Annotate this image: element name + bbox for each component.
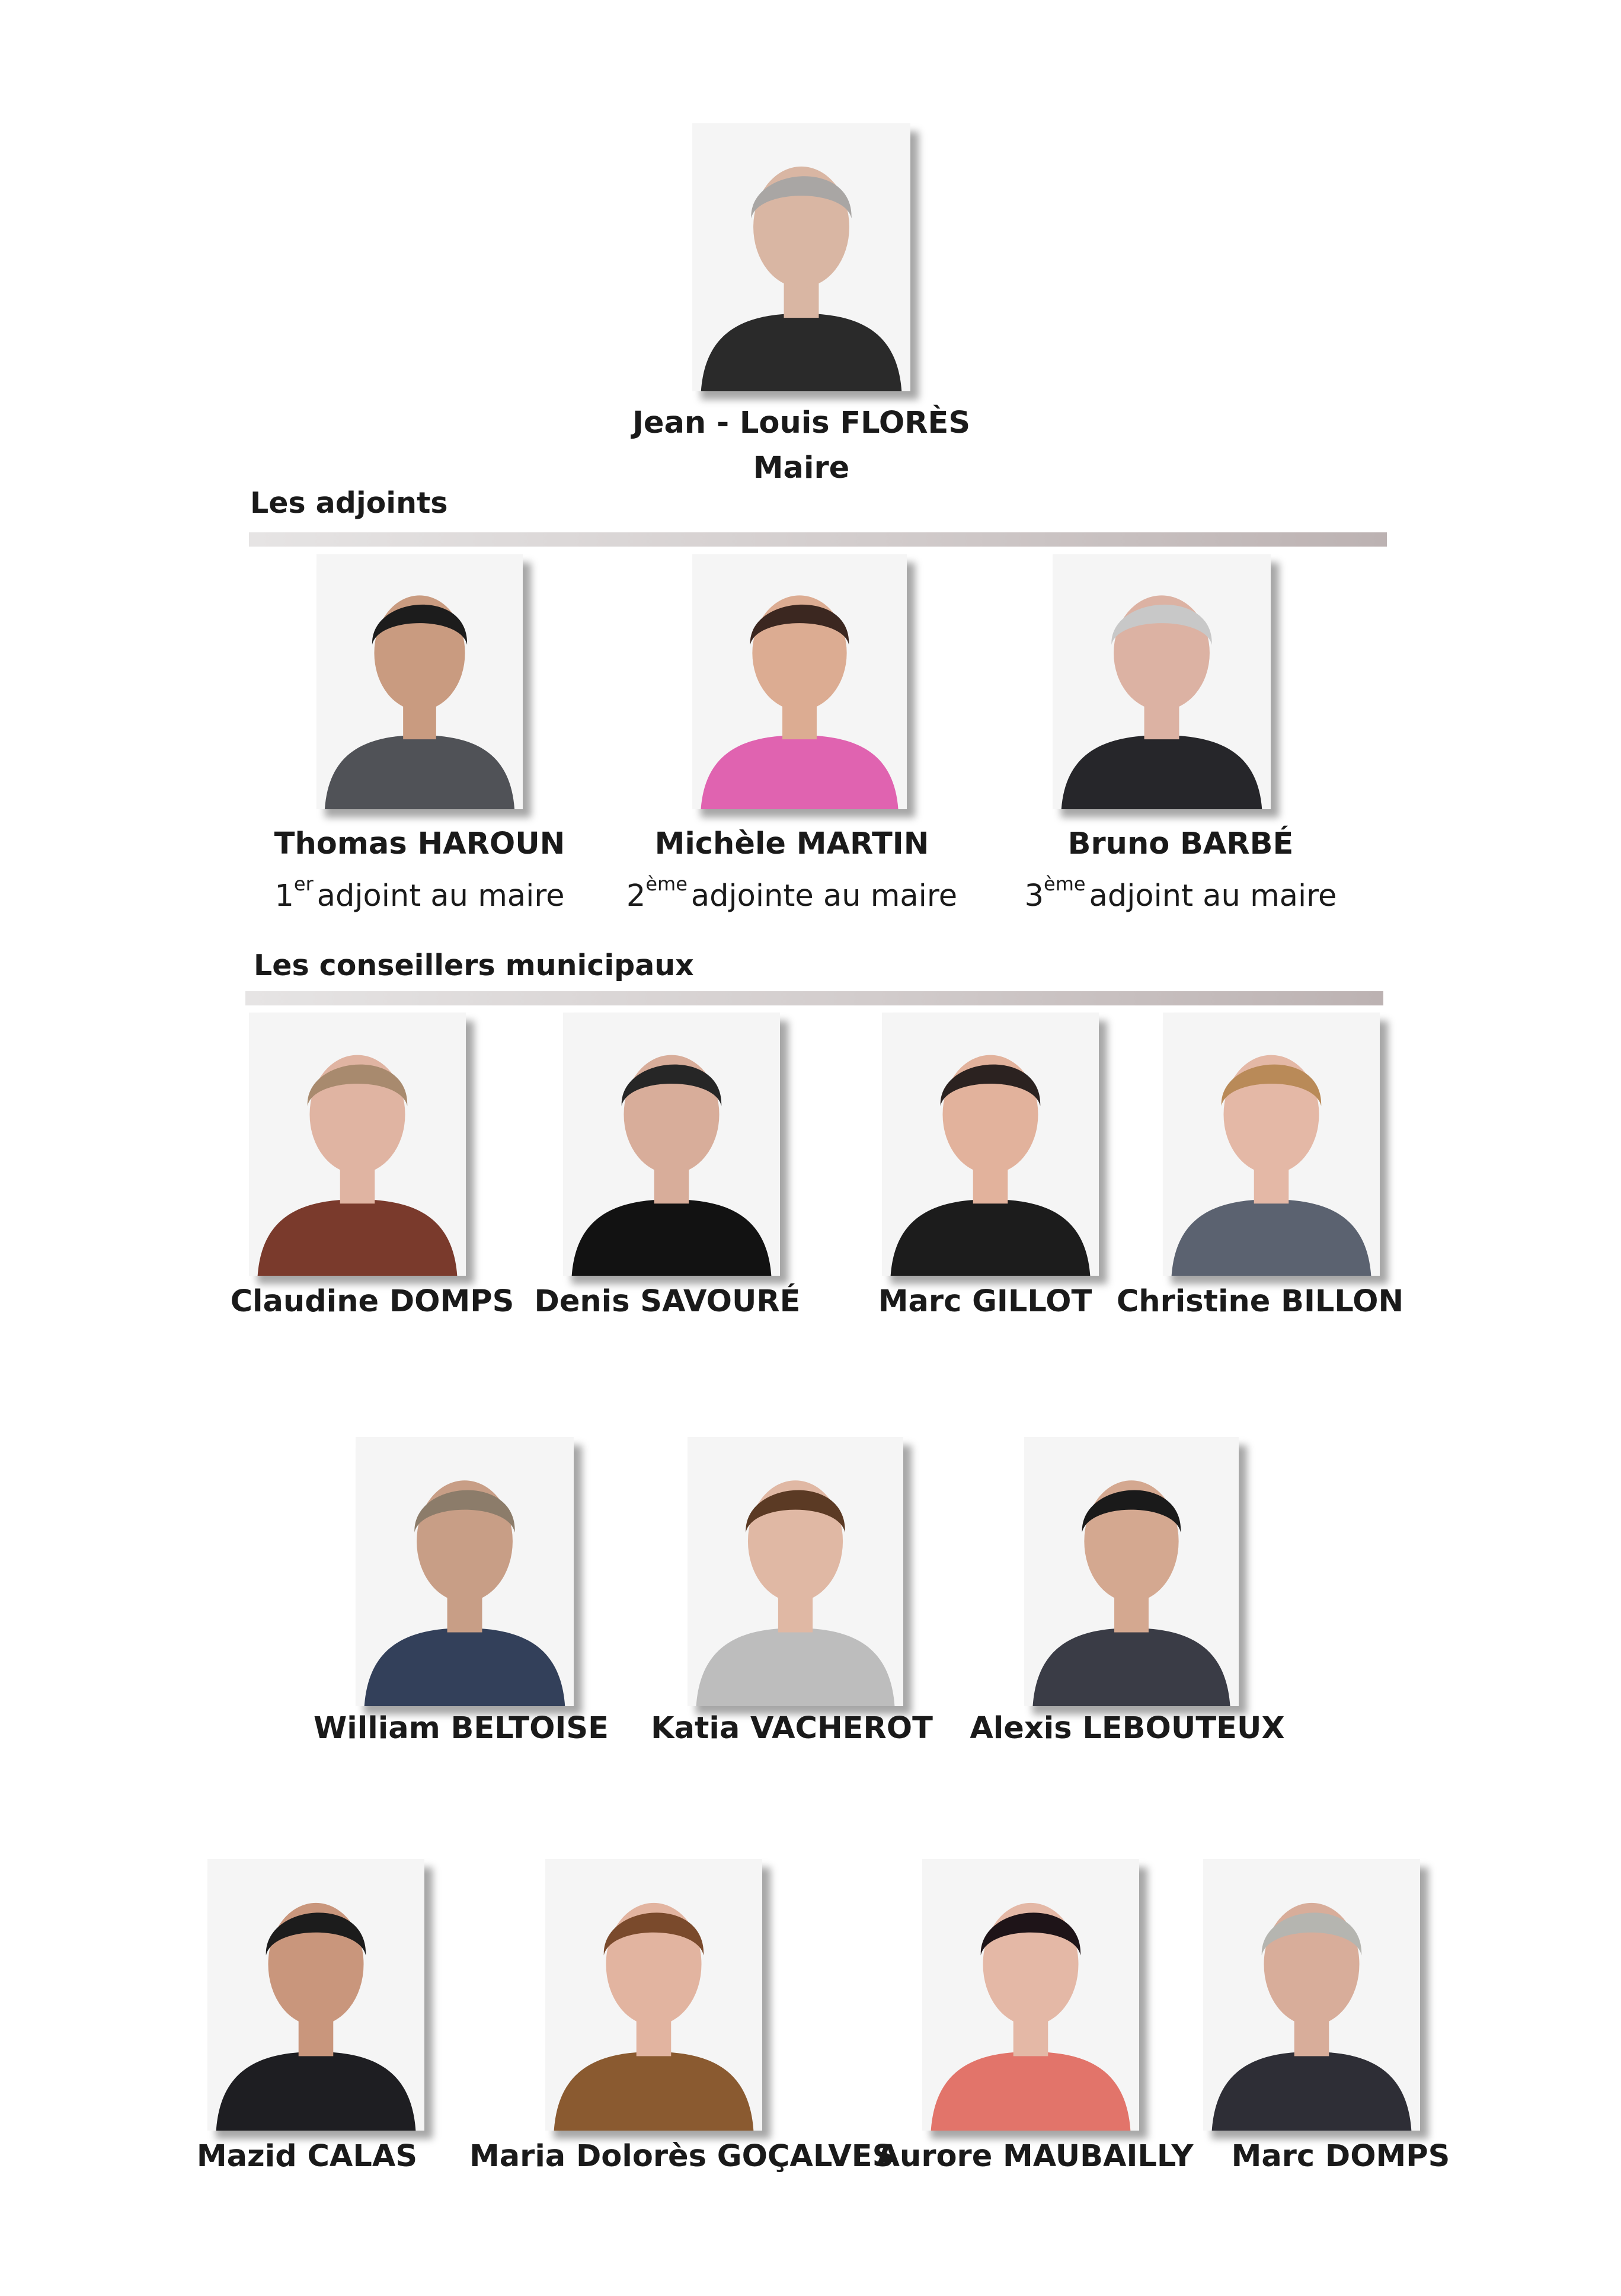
- portrait-photo: [1163, 1013, 1380, 1276]
- portrait-silhouette: [1024, 1437, 1239, 1706]
- portrait-photo: [316, 554, 523, 809]
- conseiller-name: Denis SAVOURÉ: [534, 1284, 801, 1319]
- adjoints-divider: [249, 532, 1387, 547]
- conseiller-name: Mazid CALAS: [196, 2139, 418, 2174]
- portrait-photo: [563, 1013, 780, 1276]
- conseiller-name: William BELTOISE: [314, 1711, 609, 1746]
- portrait-photo: [207, 1859, 424, 2131]
- conseiller-name: Christine BILLON: [1116, 1284, 1404, 1319]
- portrait-photo: [688, 1437, 903, 1706]
- adjoint-role: [1003, 874, 1358, 913]
- conseiller-name: Alexis LEBOUTEUX: [970, 1711, 1285, 1746]
- adjoint-role-text: adjoint au maire: [1089, 879, 1337, 914]
- portrait-silhouette: [356, 1437, 574, 1706]
- portrait-silhouette: [922, 1859, 1139, 2131]
- adjoint-role: [242, 874, 597, 913]
- conseiller-name: Maria Dolorès GOÇALVES: [469, 2139, 894, 2174]
- portrait-photo: [692, 123, 910, 391]
- adjoint-role: [614, 874, 970, 913]
- portrait-silhouette: [207, 1859, 424, 2131]
- portrait-silhouette: [1203, 1859, 1420, 2131]
- adjoints-section-title: Les adjoints: [250, 486, 448, 520]
- adjoint-ordinal: 1: [274, 879, 294, 914]
- adjoint-ordinal-suffix: ème: [645, 873, 688, 895]
- portrait-silhouette: [1053, 554, 1271, 809]
- portrait-photo: [1024, 1437, 1239, 1706]
- portrait-silhouette: [249, 1013, 466, 1276]
- mayor-name: Jean - Louis FLORÈS: [632, 405, 971, 440]
- portrait-photo: [356, 1437, 574, 1706]
- portrait-silhouette: [688, 1437, 903, 1706]
- conseillers-divider: [245, 991, 1383, 1005]
- adjoint-role-text: adjoint au maire: [316, 879, 565, 914]
- conseiller-name: Katia VACHEROT: [651, 1711, 933, 1746]
- portrait-silhouette: [882, 1013, 1099, 1276]
- portrait-photo: [545, 1859, 762, 2131]
- conseiller-name: Marc GILLOT: [878, 1284, 1092, 1319]
- adjoint-ordinal: 3: [1024, 879, 1044, 914]
- adjoint-role-text: adjointe au maire: [690, 879, 958, 914]
- portrait-silhouette: [692, 123, 910, 391]
- portrait-silhouette: [316, 554, 523, 809]
- portrait-photo: [1203, 1859, 1420, 2131]
- portrait-silhouette: [1163, 1013, 1380, 1276]
- adjoint-name: Michèle MARTIN: [654, 826, 929, 861]
- conseiller-name: Claudine DOMPS: [230, 1284, 514, 1319]
- portrait-silhouette: [563, 1013, 780, 1276]
- portrait-photo: [692, 554, 907, 809]
- conseiller-name: Marc DOMPS: [1231, 2139, 1450, 2174]
- adjoint-ordinal: 2: [626, 879, 646, 914]
- portrait-photo: [922, 1859, 1139, 2131]
- portrait-photo: [1053, 554, 1271, 809]
- conseillers-section-title: Les conseillers municipaux: [254, 949, 694, 982]
- portrait-silhouette: [692, 554, 907, 809]
- portrait-silhouette: [545, 1859, 762, 2131]
- portrait-photo: [882, 1013, 1099, 1276]
- mayor-title: Maire: [753, 451, 850, 486]
- adjoint-ordinal-suffix: er: [293, 873, 314, 895]
- adjoint-ordinal-suffix: ème: [1044, 873, 1086, 895]
- adjoint-name: Bruno BARBÉ: [1067, 826, 1294, 861]
- portrait-photo: [249, 1013, 466, 1276]
- conseiller-name: Aurore MAUBAILLY: [876, 2139, 1194, 2174]
- adjoint-name: Thomas HAROUN: [274, 826, 565, 861]
